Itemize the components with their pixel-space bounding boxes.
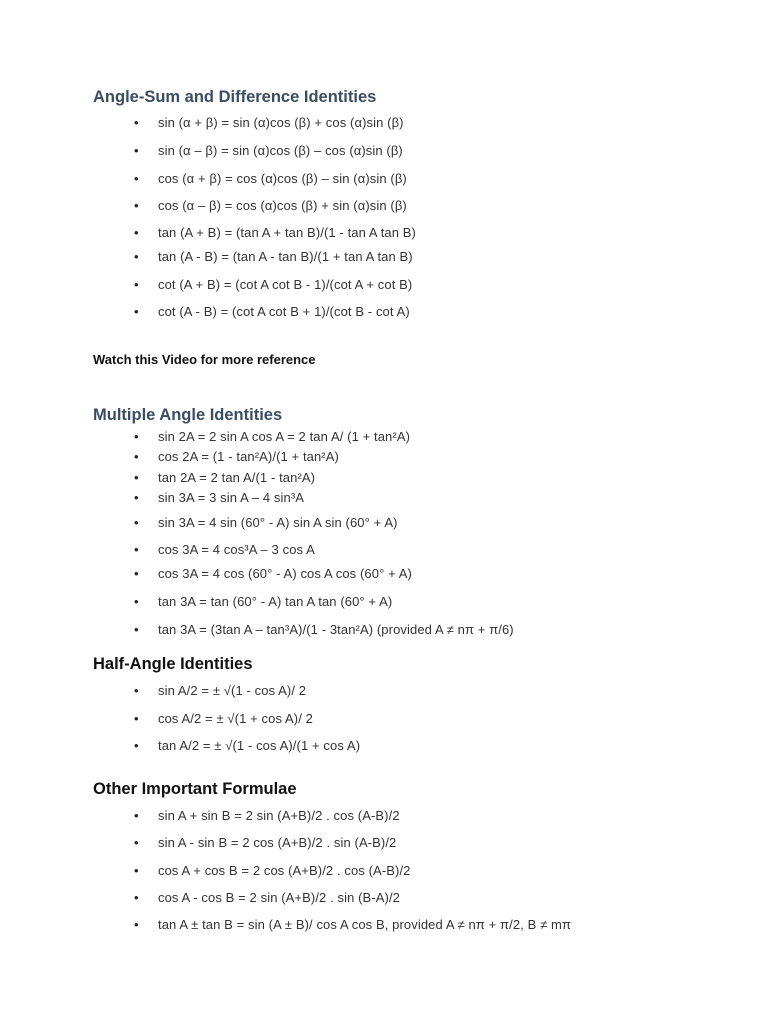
video-reference-note: Watch this Video for more reference <box>93 352 316 367</box>
bullet: • <box>134 490 139 505</box>
bullet: • <box>134 890 139 905</box>
formula-text: sin A + sin B = 2 sin (A+B)/2 . cos (A-B)/2 <box>158 808 400 823</box>
formula-text: tan A/2 = ± √(1 - cos A)/(1 + cos A) <box>158 738 361 753</box>
formula-text: cot (A - B) = (cot A cot B + 1)/(cot B - cot A) <box>158 304 410 319</box>
bullet: • <box>134 863 139 878</box>
formula-text: sin A - sin B = 2 cos (A+B)/2 . sin (A-B)/2 <box>158 835 397 850</box>
bullet: • <box>134 711 139 726</box>
bullet: • <box>134 594 139 609</box>
bullet: • <box>134 738 139 753</box>
bullet: • <box>134 304 139 319</box>
bullet: • <box>134 115 139 130</box>
formula-text: sin 2A = 2 sin A cos A = 2 tan A/ (1 + tan²A) <box>158 429 411 444</box>
formula-text: cos (α + β) = cos (α)cos (β) – sin (α)sin (β) <box>158 171 407 186</box>
bullet: • <box>134 542 139 557</box>
bullet: • <box>134 171 139 186</box>
formula-text: sin 3A = 3 sin A – 4 sin³A <box>158 490 305 505</box>
bullet: • <box>134 835 139 850</box>
bullet: • <box>134 429 139 444</box>
bullet: • <box>134 198 139 213</box>
formula-text: tan 2A = 2 tan A/(1 - tan²A) <box>158 470 316 485</box>
formula-text: cos A + cos B = 2 cos (A+B)/2 . cos (A-B)/2 <box>158 863 411 878</box>
bullet: • <box>134 449 139 464</box>
formula-text: cos 2A = (1 - tan²A)/(1 + tan²A) <box>158 449 339 464</box>
bullet: • <box>134 249 139 264</box>
formula-text: tan 3A = (3tan A – tan³A)/(1 - 3tan²A) (provided A ≠ nπ + π/6) <box>158 622 514 637</box>
formula-text: tan 3A = tan (60° - A) tan A tan (60° + A) <box>158 594 393 609</box>
section-title-half-angle: Half-Angle Identities <box>93 655 253 673</box>
formula-text: tan A ± tan B = sin (A ± B)/ cos A cos B, provided A ≠ nπ + π/2, B ≠ mπ <box>158 917 572 932</box>
formula-text: sin (α – β) = sin (α)cos (β) – cos (α)sin (β) <box>158 143 403 158</box>
formula-text: cos A/2 = ± √(1 + cos A)/ 2 <box>158 711 313 726</box>
formula-text: sin 3A = 4 sin (60° - A) sin A sin (60° + A) <box>158 515 398 530</box>
bullet: • <box>134 917 139 932</box>
formula-text: cot (A + B) = (cot A cot B - 1)/(cot A + cot B) <box>158 277 413 292</box>
bullet: • <box>134 808 139 823</box>
formula-text: tan (A + B) = (tan A + tan B)/(1 - tan A tan B) <box>158 225 416 240</box>
bullet: • <box>134 277 139 292</box>
bullet: • <box>134 143 139 158</box>
bullet: • <box>134 515 139 530</box>
bullet: • <box>134 566 139 581</box>
formula-text: sin A/2 = ± √(1 - cos A)/ 2 <box>158 683 307 698</box>
bullet: • <box>134 622 139 637</box>
formula-text: cos (α – β) = cos (α)cos (β) + sin (α)sin (β) <box>158 198 407 213</box>
formula-text: cos 3A = 4 cos³A – 3 cos A <box>158 542 315 557</box>
section-title-multiple-angle: Multiple Angle Identities <box>93 406 283 424</box>
bullet: • <box>134 225 139 240</box>
bullet: • <box>134 683 139 698</box>
formula-text: tan (A - B) = (tan A - tan B)/(1 + tan A tan B) <box>158 249 413 264</box>
bullet: • <box>134 470 139 485</box>
formula-text: sin (α + β) = sin (α)cos (β) + cos (α)sin (β) <box>158 115 404 130</box>
section-title-angle-sum: Angle-Sum and Difference Identities <box>93 88 377 106</box>
formula-text: cos A - cos B = 2 sin (A+B)/2 . sin (B-A)/2 <box>158 890 401 905</box>
formula-text: cos 3A = 4 cos (60° - A) cos A cos (60° + A) <box>158 566 412 581</box>
section-title-other-formulae: Other Important Formulae <box>93 780 297 798</box>
